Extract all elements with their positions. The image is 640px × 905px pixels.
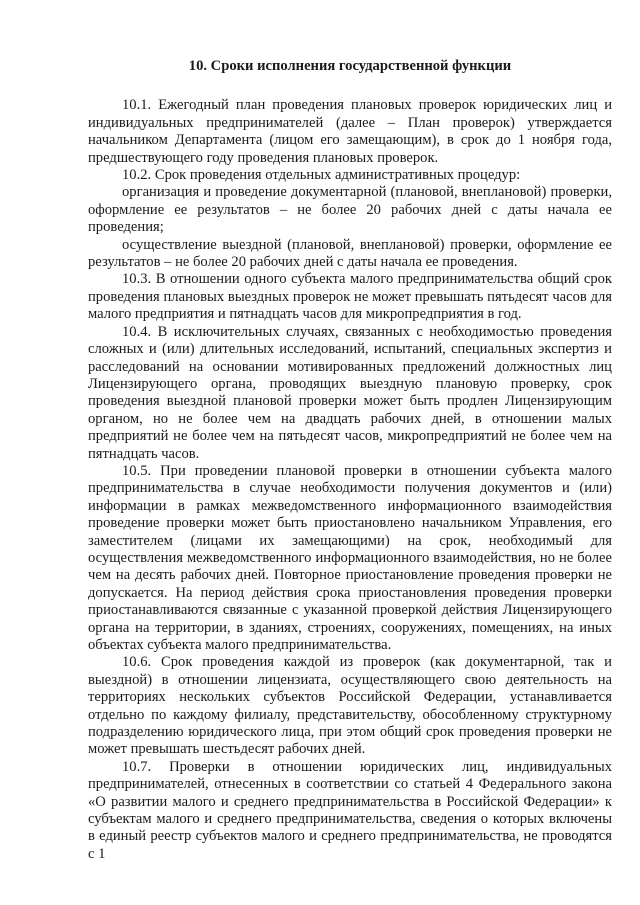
paragraph-10-4: 10.4. В исключительных случаях, связанных с необходимостью проведения сложных и (или) длительных исследований, испытаний, специальных экспертиз и расследований на основании мотивированных предложений должностных лиц Лицензирующего органа, проводящих выездную плановую проверку, срок проведения выездной плановой проверки может быть продлен Лицензирующим органом, но не более чем на двадцать рабочих дней, в отношении малых предприятий не более чем на пятьдесят часов, микропредприятий не более чем на пятнадцать часов. <box>88 323 612 462</box>
paragraph-10-2: 10.2. Срок проведения отдельных административных процедур: <box>122 167 521 184</box>
section-heading: 10. Сроки исполнения государственной функции <box>188 58 512 74</box>
paragraph-10-1: 10.1. Ежегодный план проведения плановых проверок юридических лиц и индивидуальных предпринимателей (далее – План проверок) утверждается начальником Департамента (лицом его замещающим), в срок до 1 ноября года, предшествующего году проведения плановых проверок. <box>88 97 612 166</box>
paragraph-10-5: 10.5. При проведении плановой проверки в отношении субъекта малого предпринимательства в случае необходимости получения документов и (или) информации в рамках межведомственного информационного взаимодействия проведение проверки может быть приостановлено начальником Управления, его заместителем (лицами их замещающими) на срок, необходимый для осуществления межведомственного информационного взаимодействия, но не более чем на десять рабочих дней. Повторное приостановление проведения проверки не допускается. На период действия срока приостановления проведения проверки приостанавливаются связанные с указанной проверкой действия Лицензирующего органа на территории, в зданиях, строениях, сооружениях, помещениях, на иных объектах субъекта малого предпринимательства. <box>88 462 612 653</box>
paragraph-10-3: 10.3. В отношении одного субъекта малого предпринимательства общий срок проведения плановых выездных проверок не может превышать пятьдесят часов для малого предприятия и пятнадцать часов для микропредприятия в год. <box>88 271 612 323</box>
paragraph-10-2-item-2: осуществление выездной (плановой, внеплановой) проверки, оформление ее результатов – не более 20 рабочих дней с даты начала ее проведения. <box>88 236 612 271</box>
paragraph-10-2-item-1: организация и проведение документарной (плановой, внеплановой) проверки, оформление ее результатов – не более 20 рабочих дней с даты начала ее проведения; <box>88 184 612 236</box>
paragraph-10-7: 10.7. Проверки в отношении юридических лиц, индивидуальных предпринимателей, отнесенных в соответствии со статьей 4 Федерального закона «О развитии малого и среднего предпринимательства в Российской Федерации» к субъектам малого и среднего предпринимательства, сведения о которых включены в единый реестр субъектов малого и среднего предпринимательства, не проводятся с 1 <box>88 758 612 862</box>
paragraph-10-6: 10.6. Срок проведения каждой из проверок (как документарной, так и выездной) в отношении лицензиата, осуществляющего свою деятельность на территориях нескольких субъектов Российской Федерации, устанавливается отдельно по каждому филиалу, представительству, обособленному структурному подразделению юридического лица, при этом общий срок проведения проверки не может превышать шестьдесят рабочих дней. <box>88 654 612 758</box>
